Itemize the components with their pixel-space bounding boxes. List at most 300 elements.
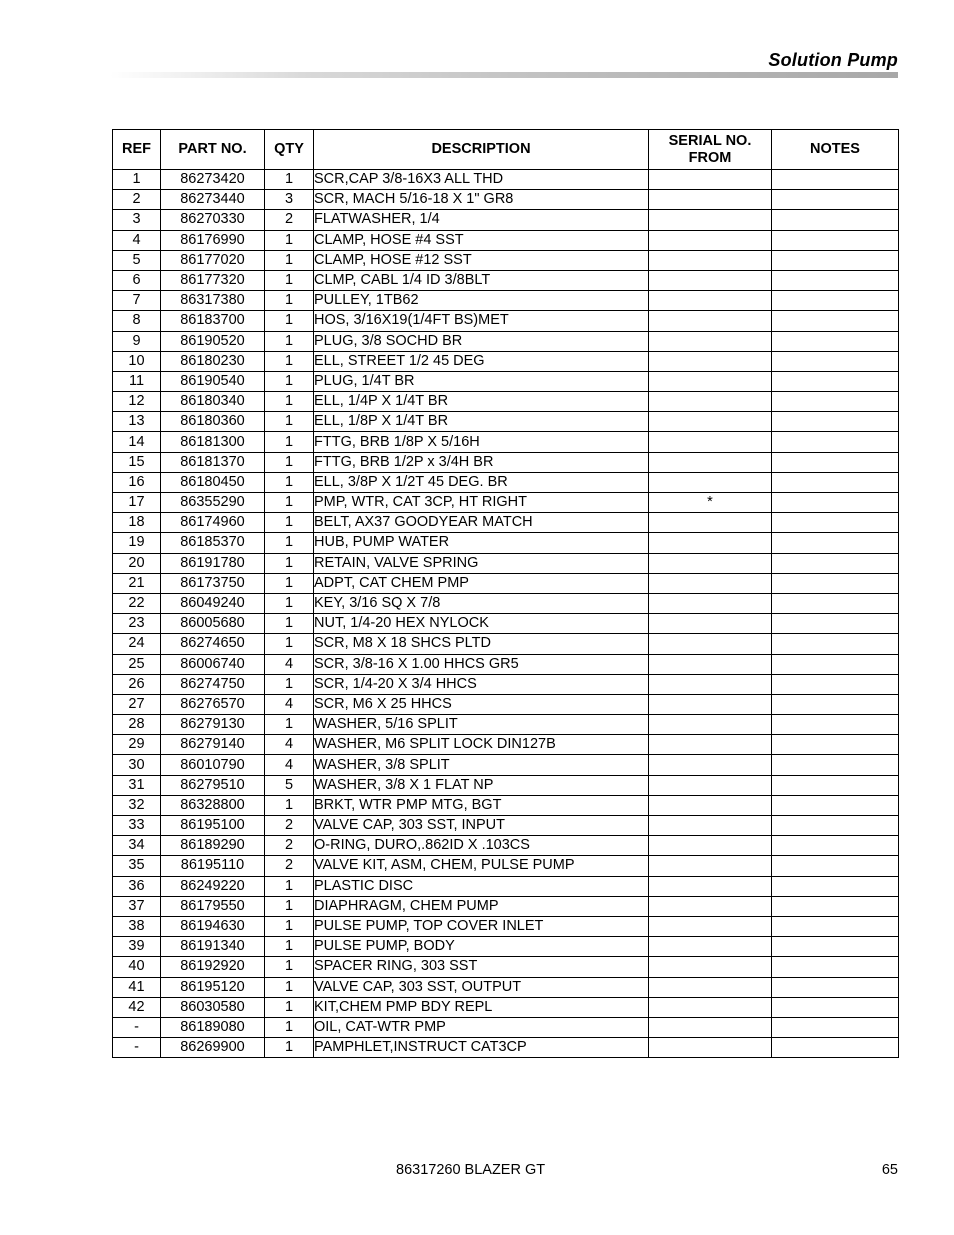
cell-notes	[772, 755, 899, 775]
cell-qty: 1	[265, 593, 314, 613]
cell-description: PULSE PUMP, TOP COVER INLET	[314, 916, 649, 936]
cell-ref: -	[113, 1038, 161, 1058]
cell-notes	[772, 190, 899, 210]
cell-part-no: 86049240	[161, 593, 265, 613]
cell-qty: 1	[265, 957, 314, 977]
cell-description: ELL, 1/8P X 1/4T BR	[314, 412, 649, 432]
cell-description: VALVE KIT, ASM, CHEM, PULSE PUMP	[314, 856, 649, 876]
page-number: 65	[881, 1162, 898, 1178]
cell-part-no: 86279140	[161, 735, 265, 755]
cell-part-no: 86183700	[161, 311, 265, 331]
cell-description: VALVE CAP, 303 SST, OUTPUT	[314, 977, 649, 997]
cell-serial-from	[649, 634, 772, 654]
cell-part-no: 86006740	[161, 654, 265, 674]
cell-description: VALVE CAP, 303 SST, INPUT	[314, 816, 649, 836]
cell-notes	[772, 775, 899, 795]
cell-description: OIL, CAT-WTR PMP	[314, 1017, 649, 1037]
table-row	[113, 190, 899, 210]
col-header-part-no: PART NO.	[161, 130, 265, 170]
cell-notes	[772, 896, 899, 916]
cell-description: WASHER, M6 SPLIT LOCK DIN127B	[314, 735, 649, 755]
cell-serial-from	[649, 694, 772, 714]
cell-serial-from	[649, 573, 772, 593]
cell-description: PLUG, 1/4T BR	[314, 371, 649, 391]
cell-part-no: 86177320	[161, 270, 265, 290]
cell-description: ADPT, CAT CHEM PMP	[314, 573, 649, 593]
cell-qty: 1	[265, 997, 314, 1017]
cell-description: SCR, M8 X 18 SHCS PLTD	[314, 634, 649, 654]
cell-ref: 34	[113, 836, 161, 856]
cell-qty: 1	[265, 250, 314, 270]
cell-ref: 33	[113, 816, 161, 836]
cell-serial-from	[649, 513, 772, 533]
cell-qty: 4	[265, 735, 314, 755]
cell-serial-from	[649, 412, 772, 432]
cell-notes	[772, 210, 899, 230]
cell-notes	[772, 614, 899, 634]
cell-part-no: 86279130	[161, 715, 265, 735]
cell-description: HOS, 3/16X19(1/4FT BS)MET	[314, 311, 649, 331]
cell-qty: 1	[265, 311, 314, 331]
cell-qty: 1	[265, 513, 314, 533]
cell-ref: 21	[113, 573, 161, 593]
cell-ref: 35	[113, 856, 161, 876]
cell-serial-from	[649, 614, 772, 634]
cell-qty: 4	[265, 694, 314, 714]
cell-ref: 17	[113, 493, 161, 513]
cell-notes	[772, 432, 899, 452]
cell-serial-from	[649, 250, 772, 270]
cell-qty: 2	[265, 816, 314, 836]
cell-qty: 1	[265, 614, 314, 634]
parts-table	[112, 129, 899, 1058]
cell-notes	[772, 977, 899, 997]
cell-description: PLASTIC DISC	[314, 876, 649, 896]
cell-serial-from	[649, 230, 772, 250]
cell-part-no: 86195120	[161, 977, 265, 997]
cell-serial-from	[649, 1017, 772, 1037]
cell-serial-from	[649, 896, 772, 916]
cell-serial-from	[649, 210, 772, 230]
cell-qty: 1	[265, 392, 314, 412]
table-row	[113, 674, 899, 694]
cell-part-no: 86274650	[161, 634, 265, 654]
cell-serial-from	[649, 432, 772, 452]
col-header-qty: QTY	[265, 130, 314, 170]
cell-description: SCR, MACH 5/16-18 X 1" GR8	[314, 190, 649, 210]
cell-qty: 4	[265, 755, 314, 775]
table-row	[113, 472, 899, 492]
cell-part-no: 86010790	[161, 755, 265, 775]
cell-part-no: 86270330	[161, 210, 265, 230]
footer-document-label: 86317260 BLAZER GT	[396, 1162, 546, 1178]
cell-part-no: 86317380	[161, 291, 265, 311]
cell-description: SCR, M6 X 25 HHCS	[314, 694, 649, 714]
cell-ref: 6	[113, 270, 161, 290]
cell-part-no: 86180450	[161, 472, 265, 492]
cell-notes	[772, 1038, 899, 1058]
cell-part-no: 86273420	[161, 170, 265, 190]
table-row	[113, 775, 899, 795]
cell-serial-from	[649, 856, 772, 876]
cell-description: WASHER, 5/16 SPLIT	[314, 715, 649, 735]
cell-qty: 2	[265, 210, 314, 230]
section-title: Solution Pump	[768, 50, 898, 70]
table-row	[113, 957, 899, 977]
cell-qty: 1	[265, 472, 314, 492]
cell-qty: 1	[265, 351, 314, 371]
cell-ref: 2	[113, 190, 161, 210]
cell-qty: 1	[265, 230, 314, 250]
cell-qty: 5	[265, 775, 314, 795]
cell-ref: -	[113, 1017, 161, 1037]
cell-notes	[772, 493, 899, 513]
table-row	[113, 210, 899, 230]
cell-ref: 18	[113, 513, 161, 533]
cell-notes	[772, 836, 899, 856]
table-row	[113, 553, 899, 573]
cell-ref: 5	[113, 250, 161, 270]
cell-qty: 2	[265, 836, 314, 856]
cell-description: SPACER RING, 303 SST	[314, 957, 649, 977]
cell-serial-from	[649, 836, 772, 856]
cell-notes	[772, 573, 899, 593]
cell-notes	[772, 371, 899, 391]
cell-qty: 1	[265, 1038, 314, 1058]
table-row	[113, 694, 899, 714]
cell-part-no: 86274750	[161, 674, 265, 694]
cell-ref: 16	[113, 472, 161, 492]
cell-ref: 4	[113, 230, 161, 250]
cell-part-no: 86173750	[161, 573, 265, 593]
table-row	[113, 634, 899, 654]
table-row	[113, 816, 899, 836]
cell-description: ELL, 1/4P X 1/4T BR	[314, 392, 649, 412]
cell-serial-from	[649, 331, 772, 351]
cell-serial-from	[649, 593, 772, 613]
table-row	[113, 270, 899, 290]
cell-ref: 27	[113, 694, 161, 714]
cell-notes	[772, 533, 899, 553]
cell-notes	[772, 937, 899, 957]
cell-notes	[772, 916, 899, 936]
table-row	[113, 311, 899, 331]
cell-part-no: 86273440	[161, 190, 265, 210]
cell-part-no: 86191340	[161, 937, 265, 957]
cell-serial-from	[649, 170, 772, 190]
table-row	[113, 291, 899, 311]
table-row	[113, 856, 899, 876]
table-row	[113, 593, 899, 613]
cell-qty: 1	[265, 715, 314, 735]
cell-ref: 14	[113, 432, 161, 452]
cell-description: SCR,CAP 3/8-16X3 ALL THD	[314, 170, 649, 190]
cell-part-no: 86180360	[161, 412, 265, 432]
cell-ref: 8	[113, 311, 161, 331]
cell-notes	[772, 957, 899, 977]
cell-qty: 1	[265, 937, 314, 957]
col-header-description: DESCRIPTION	[314, 130, 649, 170]
cell-qty: 1	[265, 674, 314, 694]
table-row	[113, 1038, 899, 1058]
cell-description: PULSE PUMP, BODY	[314, 937, 649, 957]
cell-description: ELL, 3/8P X 1/2T 45 DEG. BR	[314, 472, 649, 492]
cell-ref: 13	[113, 412, 161, 432]
cell-ref: 9	[113, 331, 161, 351]
cell-ref: 1	[113, 170, 161, 190]
cell-part-no: 86191780	[161, 553, 265, 573]
cell-description: HUB, PUMP WATER	[314, 533, 649, 553]
table-row	[113, 331, 899, 351]
cell-ref: 25	[113, 654, 161, 674]
cell-ref: 20	[113, 553, 161, 573]
cell-notes	[772, 593, 899, 613]
cell-serial-from	[649, 452, 772, 472]
cell-description: SCR, 3/8-16 X 1.00 HHCS GR5	[314, 654, 649, 674]
cell-notes	[772, 553, 899, 573]
cell-description: NUT, 1/4-20 HEX NYLOCK	[314, 614, 649, 634]
table-row	[113, 513, 899, 533]
cell-description: WASHER, 3/8 SPLIT	[314, 755, 649, 775]
table-row	[113, 170, 899, 190]
cell-ref: 19	[113, 533, 161, 553]
cell-notes	[772, 674, 899, 694]
cell-ref: 3	[113, 210, 161, 230]
cell-ref: 41	[113, 977, 161, 997]
cell-description: PULLEY, 1TB62	[314, 291, 649, 311]
cell-serial-from	[649, 957, 772, 977]
table-row	[113, 997, 899, 1017]
serial-header-line2: FROM	[688, 149, 732, 166]
table-row	[113, 715, 899, 735]
cell-description: CLAMP, HOSE #12 SST	[314, 250, 649, 270]
cell-qty: 1	[265, 916, 314, 936]
table-row	[113, 977, 899, 997]
cell-qty: 1	[265, 634, 314, 654]
table-row	[113, 250, 899, 270]
table-row	[113, 412, 899, 432]
table-row	[113, 533, 899, 553]
cell-ref: 38	[113, 916, 161, 936]
table-row	[113, 795, 899, 815]
col-header-notes: NOTES	[772, 130, 899, 170]
cell-part-no: 86269900	[161, 1038, 265, 1058]
cell-notes	[772, 997, 899, 1017]
cell-qty: 1	[265, 412, 314, 432]
cell-part-no: 86174960	[161, 513, 265, 533]
cell-serial-from	[649, 735, 772, 755]
cell-serial-from	[649, 1038, 772, 1058]
cell-description: PMP, WTR, CAT 3CP, HT RIGHT	[314, 493, 649, 513]
cell-serial-from	[649, 775, 772, 795]
cell-serial-from	[649, 755, 772, 775]
cell-part-no: 86192920	[161, 957, 265, 977]
cell-qty: 1	[265, 977, 314, 997]
cell-qty: 1	[265, 1017, 314, 1037]
cell-description: FTTG, BRB 1/8P X 5/16H	[314, 432, 649, 452]
cell-part-no: 86195100	[161, 816, 265, 836]
cell-description: KEY, 3/16 SQ X 7/8	[314, 593, 649, 613]
cell-part-no: 86005680	[161, 614, 265, 634]
cell-description: ELL, STREET 1/2 45 DEG	[314, 351, 649, 371]
cell-description: KIT,CHEM PMP BDY REPL	[314, 997, 649, 1017]
cell-qty: 1	[265, 331, 314, 351]
table-row	[113, 493, 899, 513]
cell-description: O-RING, DURO,.862ID X .103CS	[314, 836, 649, 856]
cell-qty: 1	[265, 896, 314, 916]
cell-serial-from	[649, 472, 772, 492]
table-row	[113, 896, 899, 916]
cell-serial-from	[649, 795, 772, 815]
cell-description: PLUG, 3/8 SOCHD BR	[314, 331, 649, 351]
table-row	[113, 230, 899, 250]
cell-notes	[772, 452, 899, 472]
cell-part-no: 86328800	[161, 795, 265, 815]
cell-notes	[772, 170, 899, 190]
cell-description: BRKT, WTR PMP MTG, BGT	[314, 795, 649, 815]
table-row	[113, 755, 899, 775]
cell-ref: 10	[113, 351, 161, 371]
cell-serial-from	[649, 876, 772, 896]
cell-notes	[772, 472, 899, 492]
cell-description: WASHER, 3/8 X 1 FLAT NP	[314, 775, 649, 795]
cell-qty: 1	[265, 533, 314, 553]
cell-notes	[772, 392, 899, 412]
cell-description: CLAMP, HOSE #4 SST	[314, 230, 649, 250]
cell-part-no: 86179550	[161, 896, 265, 916]
cell-notes	[772, 735, 899, 755]
cell-part-no: 86185370	[161, 533, 265, 553]
cell-description: SCR, 1/4-20 X 3/4 HHCS	[314, 674, 649, 694]
cell-serial-from	[649, 371, 772, 391]
cell-notes	[772, 694, 899, 714]
cell-ref: 40	[113, 957, 161, 977]
cell-serial-from	[649, 190, 772, 210]
cell-qty: 1	[265, 553, 314, 573]
cell-notes	[772, 270, 899, 290]
cell-qty: 1	[265, 291, 314, 311]
cell-qty: 1	[265, 270, 314, 290]
cell-part-no: 86249220	[161, 876, 265, 896]
table-row	[113, 392, 899, 412]
cell-description: RETAIN, VALVE SPRING	[314, 553, 649, 573]
cell-qty: 1	[265, 170, 314, 190]
cell-serial-from	[649, 937, 772, 957]
cell-ref: 42	[113, 997, 161, 1017]
cell-qty: 1	[265, 876, 314, 896]
table-row	[113, 432, 899, 452]
col-header-serial-from	[649, 130, 772, 170]
cell-qty: 2	[265, 856, 314, 876]
cell-serial-from	[649, 916, 772, 936]
cell-serial-from	[649, 816, 772, 836]
cell-part-no: 86181300	[161, 432, 265, 452]
cell-part-no: 86355290	[161, 493, 265, 513]
cell-part-no: 86180230	[161, 351, 265, 371]
cell-notes	[772, 412, 899, 432]
cell-description: DIAPHRAGM, CHEM PUMP	[314, 896, 649, 916]
cell-qty: 3	[265, 190, 314, 210]
cell-serial-from	[649, 291, 772, 311]
cell-ref: 15	[113, 452, 161, 472]
cell-serial-from: *	[649, 493, 772, 513]
cell-ref: 24	[113, 634, 161, 654]
cell-notes	[772, 230, 899, 250]
parts-table-body	[113, 170, 899, 1058]
cell-notes	[772, 311, 899, 331]
table-row	[113, 614, 899, 634]
cell-notes	[772, 795, 899, 815]
cell-serial-from	[649, 351, 772, 371]
cell-ref: 37	[113, 896, 161, 916]
table-row	[113, 735, 899, 755]
cell-notes	[772, 1017, 899, 1037]
cell-description: BELT, AX37 GOODYEAR MATCH	[314, 513, 649, 533]
cell-notes	[772, 876, 899, 896]
table-header-row	[113, 130, 899, 170]
cell-description: FTTG, BRB 1/2P x 3/4H BR	[314, 452, 649, 472]
cell-serial-from	[649, 392, 772, 412]
cell-notes	[772, 654, 899, 674]
cell-qty: 4	[265, 654, 314, 674]
cell-part-no: 86276570	[161, 694, 265, 714]
cell-description: PAMPHLET,INSTRUCT CAT3CP	[314, 1038, 649, 1058]
cell-ref: 22	[113, 593, 161, 613]
cell-part-no: 86195110	[161, 856, 265, 876]
header-rule	[110, 72, 898, 78]
cell-part-no: 86194630	[161, 916, 265, 936]
table-row	[113, 1017, 899, 1037]
table-row	[113, 937, 899, 957]
cell-part-no: 86190540	[161, 371, 265, 391]
cell-serial-from	[649, 977, 772, 997]
cell-qty: 1	[265, 573, 314, 593]
cell-part-no: 86189290	[161, 836, 265, 856]
cell-qty: 1	[265, 795, 314, 815]
cell-ref: 11	[113, 371, 161, 391]
cell-ref: 12	[113, 392, 161, 412]
table-row	[113, 654, 899, 674]
table-row	[113, 573, 899, 593]
cell-notes	[772, 715, 899, 735]
cell-part-no: 86177020	[161, 250, 265, 270]
table-row	[113, 876, 899, 896]
table-row	[113, 916, 899, 936]
cell-part-no: 86176990	[161, 230, 265, 250]
cell-ref: 36	[113, 876, 161, 896]
cell-part-no: 86279510	[161, 775, 265, 795]
cell-ref: 32	[113, 795, 161, 815]
cell-ref: 30	[113, 755, 161, 775]
table-row	[113, 836, 899, 856]
cell-serial-from	[649, 311, 772, 331]
cell-ref: 26	[113, 674, 161, 694]
cell-notes	[772, 291, 899, 311]
cell-ref: 23	[113, 614, 161, 634]
cell-description: CLMP, CABL 1/4 ID 3/8BLT	[314, 270, 649, 290]
col-header-ref: REF	[113, 130, 161, 170]
table-row	[113, 351, 899, 371]
cell-part-no: 86180340	[161, 392, 265, 412]
cell-ref: 29	[113, 735, 161, 755]
cell-qty: 1	[265, 452, 314, 472]
cell-serial-from	[649, 674, 772, 694]
cell-ref: 7	[113, 291, 161, 311]
cell-ref: 31	[113, 775, 161, 795]
table-row	[113, 452, 899, 472]
cell-notes	[772, 513, 899, 533]
cell-part-no: 86030580	[161, 997, 265, 1017]
